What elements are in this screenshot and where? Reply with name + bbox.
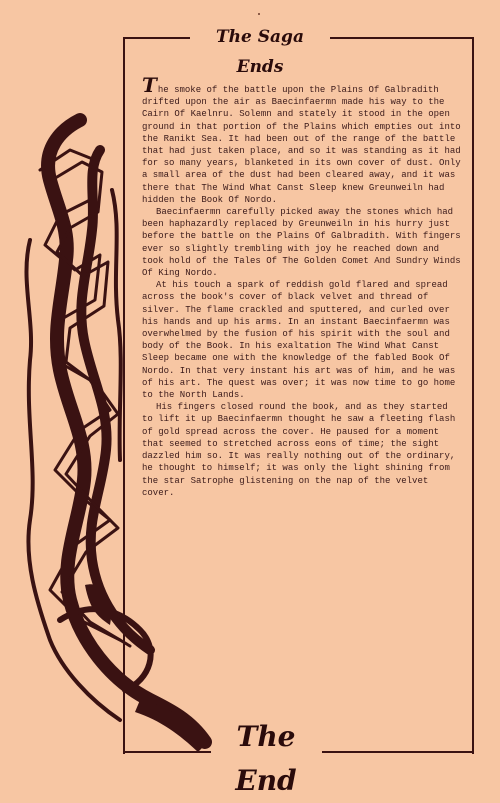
frame-rule-right bbox=[322, 751, 472, 753]
paragraph-4: His fingers closed round the book, and as they started to lift it up Baecinfaermn thought he saw a fleeting flash of gold spread across the cover. He paused for a moment that seemed to stretched across eons of time; the sight dazzled him so. It was really nothing out of the ordinary, he thought to himself; it was only the light shining from the star Satrophe glistening on the nap of the velvet cover. bbox=[142, 402, 456, 498]
page-title: The Saga Ends bbox=[190, 22, 330, 52]
frame-rule-left bbox=[123, 751, 211, 753]
paragraph-3: At his touch a spark of reddish gold flared and spread across the book's cover of black velvet and thread of silver. The flame crackled and sputtered, and curled over his hands and up his arms. In an instant Baecinfaermn was overwhelmed by the fusion of his spirit with the soul and body of the Book. In his exaltation The Wind What Canst Sleep became one with the knowledge of the fabled Book Of Nordo. In that very instant his art was of him, and he was of his art. The quest was over; it was now time to go home to the North Lands. bbox=[142, 280, 456, 401]
paragraph-1 bbox=[142, 73, 462, 206]
story-text bbox=[142, 73, 462, 499]
paragraph-1-text: he smoke of the battle upon the Plains Of Galbradith drifted upon the air as Baecinfaermn made his way to the Cairn Of Kaelnru. Solemn and stately it stood in the open ground in that portion of the Plains which empties out into the Ranikt Sea. It had been out of the range of the battle that had just taken place, and so it was standing as it had for so many years, blanketed in its own cover of dust. Only a small area of the dust had been cleared away, and it was there that The Wind What Canst Sleep knew Greunweiln had hidden the Book Of Nordo. bbox=[142, 85, 461, 205]
closing-title: The End bbox=[235, 720, 297, 797]
decorative-dot bbox=[258, 13, 260, 15]
drop-cap: T bbox=[142, 73, 157, 97]
paragraph-2: Baecinfaermn carefully picked away the stones which had been haphazardly replaced by Greunweiln in his hurry just before the battle on the Plains Of Galbradith. With fingers ever so slightly trembling with joy he reached down and took hold of the Tales Of The Golden Comet And Sundry Winds Of King Nordo. bbox=[142, 207, 461, 279]
